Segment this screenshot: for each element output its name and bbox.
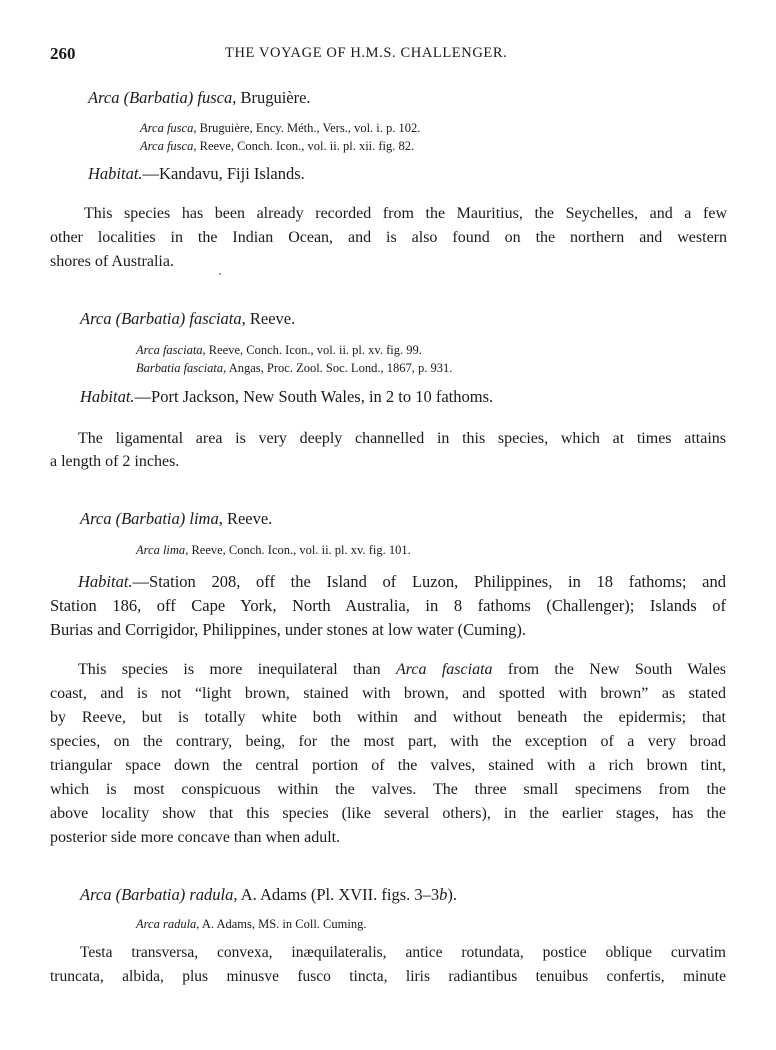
habitat-line: Station 186, off Cape York, North Australia, in 8 fathoms (Challenger); Islands of (50, 596, 726, 615)
species-author: , Reeve. (241, 309, 296, 328)
ref-name: Barbatia fasciata (136, 361, 224, 375)
paragraph-line: triangular space down the central portion of the valves, stained with a rich brown tint, (50, 757, 726, 774)
habitat-line (78, 572, 726, 592)
paragraph-line: above locality show that this species (like several others), in the earlier stages, has the (50, 805, 726, 822)
paragraph-line: shores of Australia. (50, 253, 174, 270)
species-name: Arca (Barbatia) fasciata (80, 309, 242, 328)
running-header (50, 44, 740, 68)
habitat-label: Habitat. (88, 164, 143, 183)
habitat-line: Burias and Corrigidor, Philippines, under stones at low water (Cuming). (50, 620, 526, 639)
paragraph-line (78, 661, 726, 679)
latin-description-line: Testa transversa, convexa, inæquilateralis, antice rotundata, postice oblique curvatim (80, 944, 726, 961)
habitat-label: Habitat. (78, 572, 133, 591)
species-author: , Bruguière. (232, 88, 311, 107)
synonym-ref (140, 139, 414, 154)
habitat-line (80, 387, 493, 407)
ref-name: Arca fasciata (136, 343, 203, 357)
paragraph-line: other localities in the Indian Ocean, and is also found on the northern and western (50, 229, 727, 246)
species-name: Arca (Barbatia) fusca (88, 88, 233, 107)
species-heading-radula (80, 885, 457, 905)
page-number: 260 (50, 44, 76, 63)
synonym-ref (136, 361, 452, 376)
synonym-ref (136, 543, 411, 558)
synonym-ref (136, 343, 422, 358)
latin-description-line: truncata, albida, plus minusve fusco tincta, liris radiantibus tenuibus confertis, minute (50, 968, 726, 985)
synonym-ref (140, 121, 420, 136)
habitat-line (88, 164, 305, 184)
running-title: THE VOYAGE OF H.M.S. CHALLENGER. (225, 45, 508, 61)
species-author: , Reeve. (218, 509, 273, 528)
paragraph-line: which is most conspicuous within the valves. The three small specimens from the (50, 781, 726, 798)
habitat-text: —Port Jackson, New South Wales, in 2 to 10 fathoms. (134, 387, 494, 406)
species-author: , A. Adams (Pl. XVII. figs. 3–3 (233, 885, 440, 904)
habitat-text: —Kandavu, Fiji Islands. (142, 164, 305, 183)
species-heading-fusca (88, 88, 311, 108)
stray-mark (219, 273, 221, 275)
ref-citation: , Reeve, Conch. Icon., vol. ii. pl. xii. fig. 82. (193, 139, 415, 153)
species-name: Arca (Barbatia) lima (80, 509, 219, 528)
species-heading-fasciata (80, 309, 295, 329)
species-mention: Arca fasciata (395, 661, 493, 678)
ref-name: Arca fusca (140, 121, 194, 135)
ref-citation: , Reeve, Conch. Icon., vol. ii. pl. xv. fig. 101. (185, 543, 411, 557)
paragraph-line: posterior side more concave than when adult. (50, 829, 341, 846)
species-name: Arca (Barbatia) radula (80, 885, 234, 904)
paragraph-line: a length of 2 inches. (50, 453, 180, 470)
habitat-label: Habitat. (80, 387, 135, 406)
paragraph-line: This species has been already recorded from the Mauritius, the Seychelles, and a few (84, 205, 727, 222)
ref-citation: , A. Adams, MS. in Coll. Cuming. (196, 917, 367, 931)
ref-citation: , Reeve, Conch. Icon., vol. ii. pl. xv. fig. 99. (202, 343, 422, 357)
ref-name: Arca radula (136, 917, 197, 931)
figure-suffix: b (439, 885, 448, 904)
ref-citation: , Angas, Proc. Zool. Soc. Lond., 1867, p. 931. (223, 361, 453, 375)
text-run: from the New South Wales (492, 661, 727, 678)
ref-citation: , Bruguière, Ency. Méth., Vers., vol. i. p. 102. (193, 121, 421, 135)
ref-name: Arca lima (136, 543, 186, 557)
paragraph-line: by Reeve, but is totally white both within and without beneath the epidermis; that (50, 709, 726, 726)
paragraph-line: The ligamental area is very deeply channelled in this species, which at times attains (78, 430, 726, 447)
ref-name: Arca fusca (140, 139, 194, 153)
habitat-text: —Station 208, off the Island of Luzon, Philippines, in 18 fathoms; and (132, 572, 726, 591)
synonym-ref (136, 917, 366, 932)
paragraph-line: species, on the contrary, being, for the most part, with the exception of a very broad (50, 733, 726, 750)
species-author-end: ). (447, 885, 458, 904)
paragraph-line: coast, and is not “light brown, stained with brown, and spotted with brown” as stated (50, 685, 726, 702)
text-run: This species is more inequilateral than (78, 661, 396, 678)
species-heading-lima (80, 509, 272, 529)
